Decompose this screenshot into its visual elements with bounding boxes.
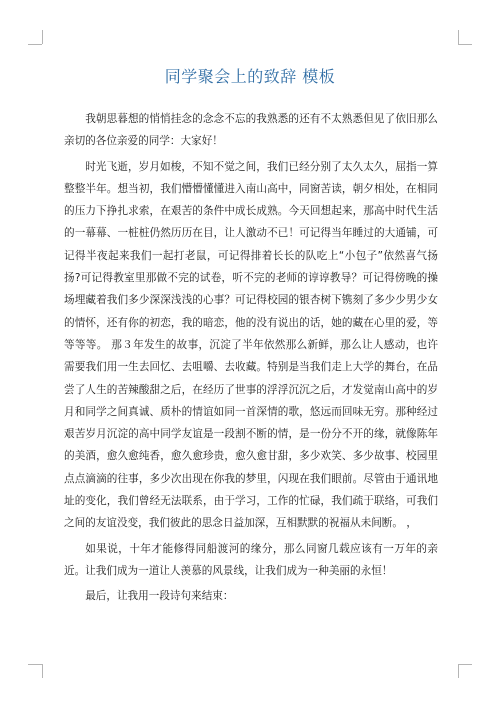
paragraph-memories: 时光飞逝，岁月如梭，不知不觉之间，我们已经分别了太久太久，屈指一算整整半年。想当初，我们懵懵懂懂进入南山高中，同窗苦读，朝夕相处，在相同的压力下挣扎求索，在艰苦的条件中成长成熟。今天回想起来，那高中时代生活的一幕幕、一桩桩仍然历历在目，让人激动不已！可记得当年睡过的大通铺，可记得半夜起来我们一起打老鼠，可记得排着长长的队吃上“小包子”依然喜气扬扬?可记得教室里那做不完的试卷，听不完的老师的谆谆教导？可记得傍晚的操场埋藏着我们多少深深浅浅的心事？可记得校园的银杏树下镌刻了多少少男少女的情怀，还有你的初恋，我的暗恋，他的没有说出的话，她的藏在心里的爱，等等等等。 那３年发生的故事，沉淀了半年依然那么新鲜，那么让人感动，也许需要我们用一生去回忆、去咀嚼、去收藏。特别是当我们走上大学的舞台，在品尝了人生的苦辣酸甜之后，在经历了世事的浮浮沉沉之后，才发觉南山高中的岁月和同学之间真诚、质朴的情谊如同一首深情的歌，悠远而回味无穷。那种经过艰苦岁月沉淀的高中同学友谊是一段割不断的情，是一份分不开的缘，就像陈年的美酒，愈久愈纯香，愈久愈珍贵，愈久愈甘甜，多少欢笑、多少故事、校园里点点滴滴的往事，多少次出现在你我的梦里，闪现在我们眼前。尽管由于通讯地址的变化，我们曾经无法联系，由于学习，工作的忙碌，我们疏于联络，可我们之间的友谊没变，我们彼此的思念日益加深，互相默默的祝福从未间断。 ， <box>64 160 438 530</box>
document-title: 同学聚会上的致辞 模板 <box>164 67 336 86</box>
crop-mark-top-right-h <box>458 44 472 45</box>
crop-mark-top-left-v <box>42 30 43 44</box>
crop-mark-bottom-right-h <box>458 664 472 665</box>
crop-mark-bottom-left-h <box>28 664 42 665</box>
crop-mark-top-right-v <box>458 30 459 44</box>
document-body <box>64 108 438 611</box>
paragraph-greeting: 我朝思暮想的悄悄挂念的念念不忘的我熟悉的还有不太熟悉但见了依旧那么亲切的各位亲爱的同学：大家好！ <box>64 113 438 148</box>
paragraph-closing: 最后，让我用一段诗句来结束： <box>85 590 234 603</box>
crop-mark-bottom-right-v <box>458 664 459 678</box>
paragraph-wish: 如果说，十年才能修得同船渡河的缘分，那么同窗几载应该有一万年的亲近。让我们成为一道让人羡慕的风景线，让我们成为一种美丽的永恒！ <box>64 542 438 577</box>
crop-mark-top-left-h <box>28 44 42 45</box>
crop-mark-bottom-left-v <box>42 664 43 678</box>
